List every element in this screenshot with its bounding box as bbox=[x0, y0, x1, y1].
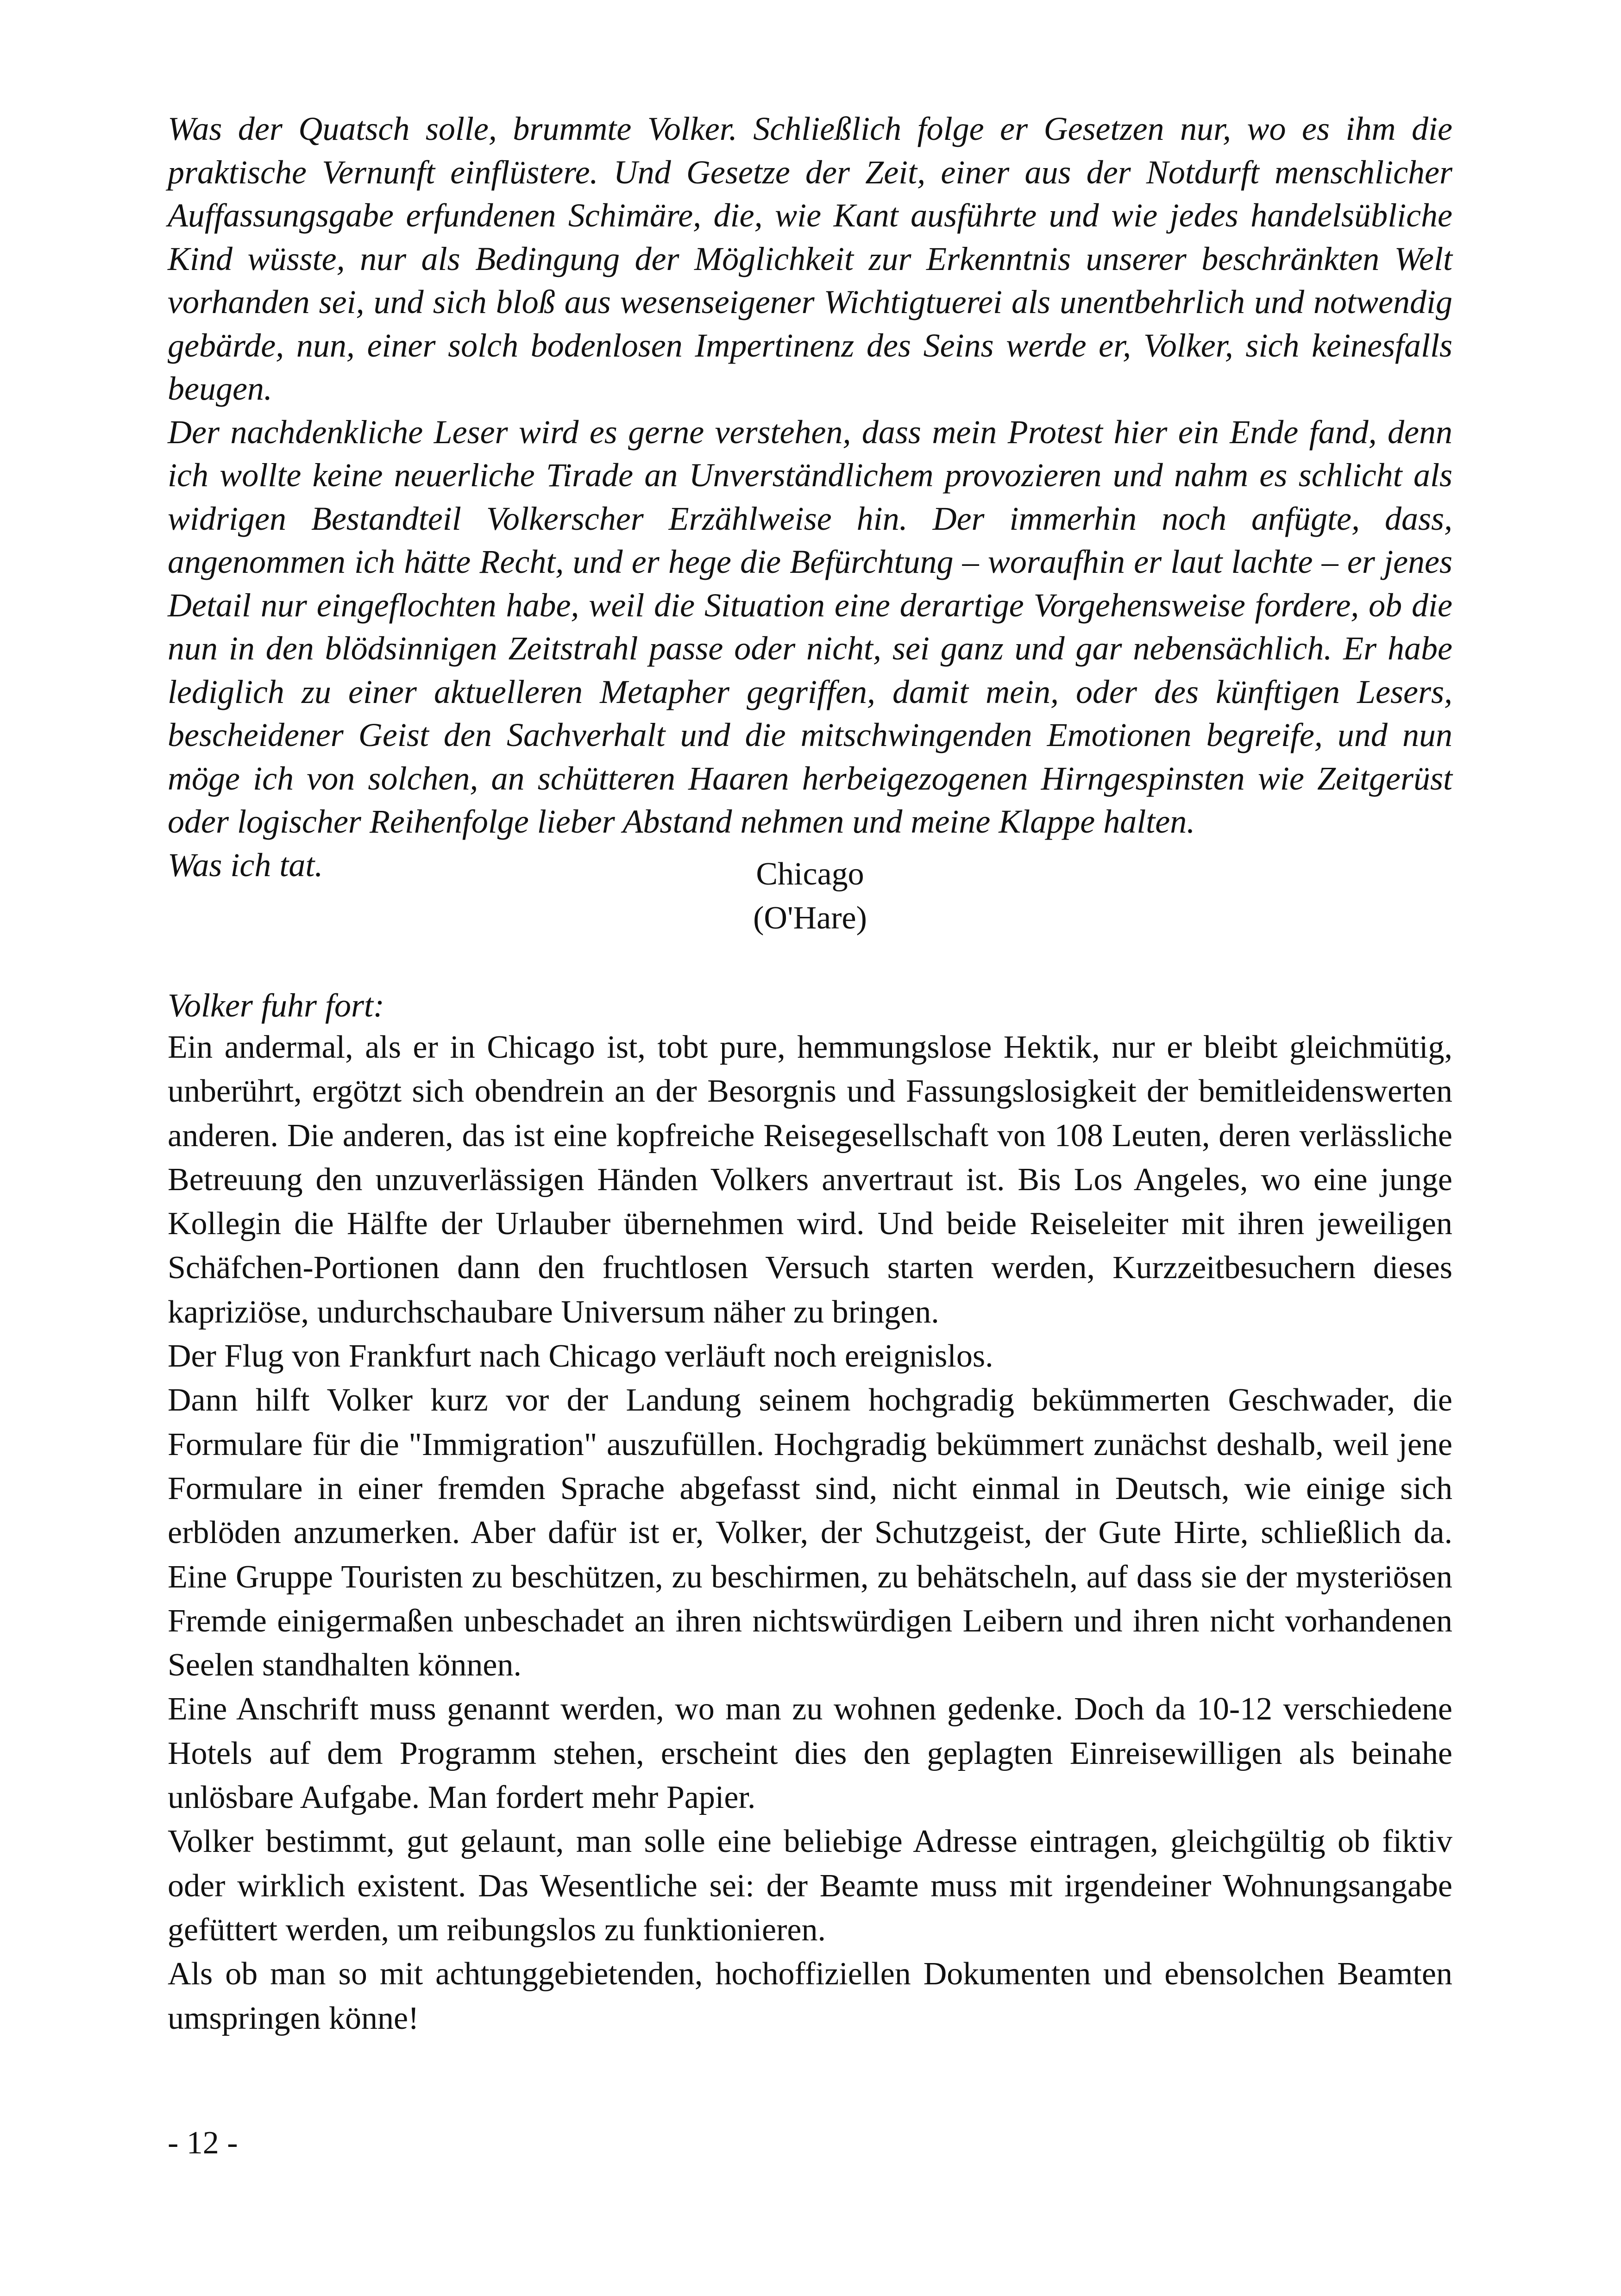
paragraph-was-ich-tat: Was ich tat. bbox=[168, 846, 323, 884]
section-heading-city: Chicago bbox=[756, 856, 864, 892]
paragraph-reader-note: Der nachdenkliche Leser wird es gerne verstehen, dass mein Protest hier ein Ende fand, denn ich wollte keine neuerliche Tirade an Unverständlichem provozieren und nahm es schlicht als widrigen Bestandteil Volkerscher Erzählweise hin. Der immerhin noch anfügte, dass, angenommen ich hätte Recht, und er hege die Befürchtung – woraufhin er laut lachte – er jenes Detail nur eingeflochten habe, weil die Situation eine derartige Vorgehensweise fordere, ob die nun in den blödsinnigen Zeitstrahl passe oder nicht, sei ganz und gar nebensächlich. Er habe lediglich zu einer aktuelleren Metapher gegriffen, damit mein, oder des künftigen Lesers, bescheidener Geist den Sachverhalt und die mitschwingenden Emotionen begreife, und nun möge ich von solchen, an schütteren Haaren herbeigezogenen Hirngespinsten wie Zeitgerüst oder logischer Reihenfolge lieber Abstand nehmen und meine Klappe halten. bbox=[168, 413, 1452, 840]
paragraph-flug: Der Flug von Frankfurt nach Chicago verläuft noch ereignislos. bbox=[168, 1338, 993, 1374]
body-passage bbox=[168, 1025, 1452, 2040]
paragraph-chicago-hektik: Ein andermal, als er in Chicago ist, tobt pure, hemmungslose Hektik, nur er bleibt gleichmütig, unberührt, ergötzt sich obendrein an der Besorgnis und Fassungslosigkeit der bemitleidenswerten anderen. Die anderen, das ist eine kopfreiche Reisegesellschaft von 108 Leuten, deren verlässliche Betreuung den unzuverlässigen Händen Volkers anvertraut ist. Bis Los Angeles, wo eine junge Kollegin die Hälfte der Urlauber übernehmen wird. Und beide Reiseleiter mit ihren jeweiligen Schäfchen-Portionen dann den fruchtlosen Versuch starten werden, Kurzzeitbesuchern dieses kapriziöse, undurchschaubare Universum näher zu bringen. bbox=[168, 1029, 1452, 1330]
paragraph-formulare: Dann hilft Volker kurz vor der Landung seinem hochgradig bekümmerten Geschwader, die Formulare für die "Immigration" auszufüllen. Hochgradig bekümmert zunächst deshalb, weil jene Formulare in einer fremden Sprache abgefasst sind, nicht einmal in Deutsch, wie einige sich erblöden anzumerken. Aber dafür ist er, Volker, der Schutzgeist, der Gute Hirte, schließlich da. Eine Gruppe Touristen zu beschützen, zu beschirmen, zu behätscheln, auf dass sie der mysteriösen Fremde einigermaßen unbeschadet an ihren nichtswürdigen Leibern und ihren nicht vorhandenen Seelen standhalten können. bbox=[168, 1382, 1452, 1683]
paragraph-adresse: Volker bestimmt, gut gelaunt, man solle eine beliebige Adresse eintragen, gleichgültig ob fiktiv oder wirklich existent. Das Wesentliche sei: der Beamte muss mit irgendeiner Wohnungsangabe gefüttert werden, um reibungslos zu funktionieren. bbox=[168, 1824, 1452, 1948]
section-heading bbox=[168, 852, 1452, 940]
page-number: - 12 - bbox=[168, 2125, 238, 2161]
paragraph-dokumente: Als ob man so mit achtunggebietenden, hochoffiziellen Dokumenten und ebensolchen Beamten umspringen könne! bbox=[168, 1956, 1452, 2036]
paragraph-volker-quote: Was der Quatsch solle, brummte Volker. Schließlich folge er Gesetzen nur, wo es ihm die praktische Vernunft einflüstere. Und Gesetze der Zeit, einer aus der Notdurft menschlicher Auffassungsgabe erfundenen Schimäre, die, wie Kant ausführte und wie jedes handelsübliche Kind wüsste, nur als Bedingung der Möglichkeit zur Erkenntnis unserer beschränkten Welt vorhanden sei, und sich bloß aus wesenseigener Wichtigtuerei als unentbehrlich und notwendig gebärde, nun, einer solch bodenlosen Impertinenz des Seins werde er, Volker, sich keinesfalls beugen. bbox=[168, 110, 1452, 407]
italic-passage bbox=[168, 107, 1452, 887]
paragraph-anschrift: Eine Anschrift muss genannt werden, wo man zu wohnen gedenke. Doch da 10-12 verschiedene Hotels auf dem Programm stehen, erscheint dies den geplagten Einreisewilligen als beinahe unlösbare Aufgabe. Man fordert mehr Papier. bbox=[168, 1691, 1452, 1816]
intro-line: Volker fuhr fort: bbox=[168, 987, 384, 1024]
section-heading-airport: (O'Hare) bbox=[753, 900, 867, 936]
